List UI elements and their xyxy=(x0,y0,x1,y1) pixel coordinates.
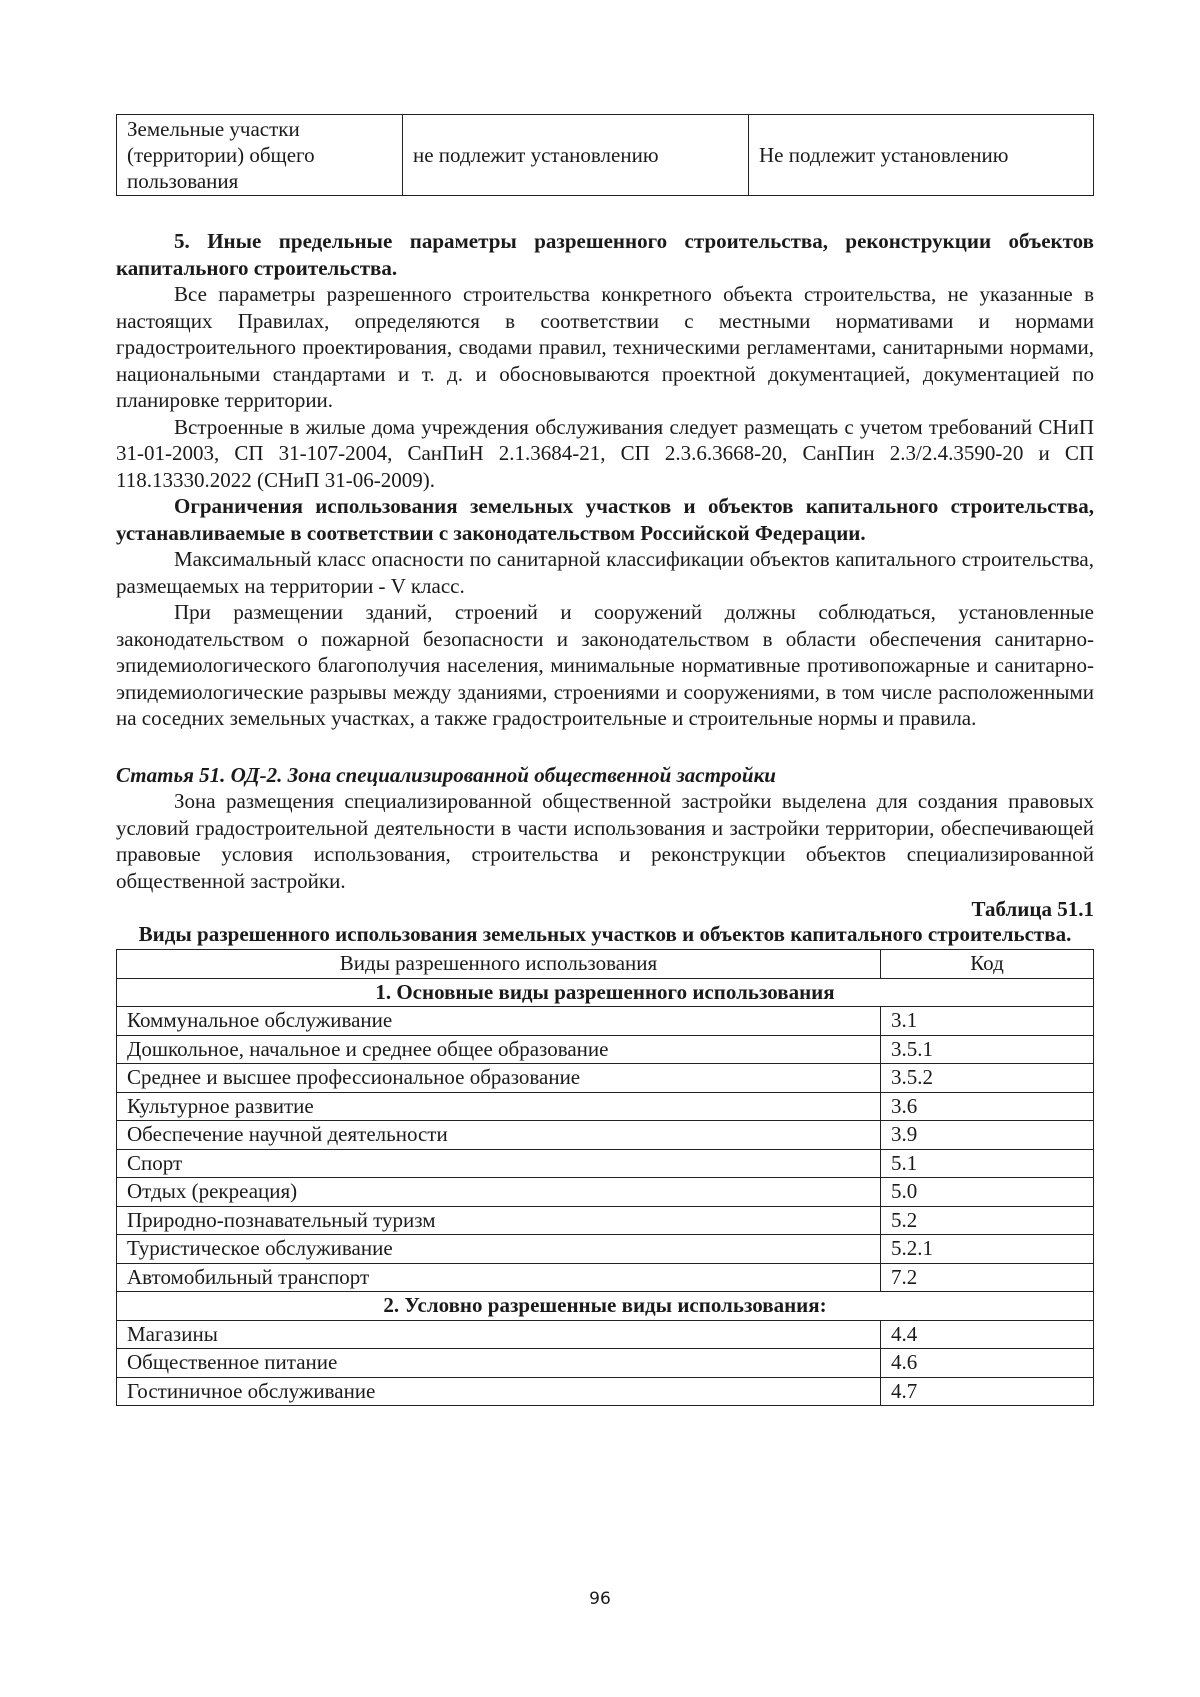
use-code: 5.1 xyxy=(881,1149,1094,1178)
table-row xyxy=(117,1349,1094,1378)
table-row xyxy=(117,1035,1094,1064)
table-row xyxy=(117,1064,1094,1093)
table-header-row xyxy=(117,950,1094,979)
use-name: Спорт xyxy=(117,1149,881,1178)
use-code: 4.6 xyxy=(881,1349,1094,1378)
table-cell: Не подлежит установлению xyxy=(749,115,1094,196)
use-name: Среднее и высшее профессиональное образование xyxy=(117,1064,881,1093)
article-title: Статья 51. ОД-2. Зона специализированной общественной застройки xyxy=(116,762,776,787)
section-heading: 5. Иные предельные параметры разрешенного строительства, реконструкции объектов капитального строительства. xyxy=(116,229,1094,280)
paragraph: Максимальный класс опасности по санитарной классификации объектов капитального строительства, размещаемых на территории - V класс. xyxy=(116,547,1094,598)
section-heading: Ограничения использования земельных участков и объектов капитального строительства, устанавливаемые в соответствии с законодательством Российской Федерации. xyxy=(116,494,1094,545)
table-section-row xyxy=(117,978,1094,1007)
use-name: Природно-познавательный туризм xyxy=(117,1206,881,1235)
use-code: 5.0 xyxy=(881,1178,1094,1207)
use-name: Магазины xyxy=(117,1320,881,1349)
table-row xyxy=(117,1377,1094,1406)
section-title: 1. Основные виды разрешенного использования xyxy=(117,978,1094,1007)
document-page xyxy=(116,114,1094,1406)
paragraph: Зона размещения специализированной общественной застройки выделена для создания правовых условий градостроительной деятельности в части использования и застройки территории, обеспечивающей правовые условия использования, строительства и реконструкции объектов специализированной общественной застройки. xyxy=(116,789,1094,893)
use-code: 3.5.2 xyxy=(881,1064,1094,1093)
column-header: Виды разрешенного использования xyxy=(117,950,881,979)
use-code: 4.7 xyxy=(881,1377,1094,1406)
table-row xyxy=(117,1121,1094,1150)
table-row xyxy=(117,1092,1094,1121)
use-code: 5.2 xyxy=(881,1206,1094,1235)
use-name: Обеспечение научной деятельности xyxy=(117,1121,881,1150)
use-code: 3.5.1 xyxy=(881,1035,1094,1064)
use-code: 7.2 xyxy=(881,1263,1094,1292)
table-row xyxy=(117,1149,1094,1178)
use-name: Отдых (рекреация) xyxy=(117,1178,881,1207)
paragraph: Встроенные в жилые дома учреждения обслуживания следует размещать с учетом требований СНиП 31-01-2003, СП 31-107-2004, СанПиН 2.1.3684-21, СП 2.3.6.3668-20, СанПин 2.3/2.4.3590-20 и СП 118.13330.2022 (СНиП 31-06-2009). xyxy=(116,414,1094,492)
use-code: 5.2.1 xyxy=(881,1235,1094,1264)
use-name: Автомобильный транспорт xyxy=(117,1263,881,1292)
use-code: 3.9 xyxy=(881,1121,1094,1150)
paragraph: Все параметры разрешенного строительства конкретного объекта строительства, не указанные в настоящих Правилах, определяются в соответствии с местными нормативами и нормами градостроительного проектирования, сводами правил, техническими регламентами, санитарными нормами, национальными стандартами и т. д. и обосновываются проектной документацией, документацией по планировке территории. xyxy=(116,282,1094,412)
table-row xyxy=(117,1007,1094,1036)
table-row xyxy=(117,1235,1094,1264)
paragraph: При размещении зданий, строений и сооружений должны соблюдаться, установленные законодательством о пожарной безопасности и законодательством в области обеспечения санитарно-эпидемиологического благополучия населения, минимальные нормативные противопожарные и санитарно-эпидемиологические разрывы между зданиями, строениями и сооружениями, в том числе расположенными на соседних земельных участках, а также градостроительные и строительные нормы и правила. xyxy=(116,600,1094,730)
use-code: 3.6 xyxy=(881,1092,1094,1121)
section-title: 2. Условно разрешенные виды использования: xyxy=(117,1292,1094,1321)
table-cell: не подлежит установлению xyxy=(403,115,749,196)
use-name: Общественное питание xyxy=(117,1349,881,1378)
use-name: Дошкольное, начальное и среднее общее образование xyxy=(117,1035,881,1064)
table-row xyxy=(117,1263,1094,1292)
use-code: 4.4 xyxy=(881,1320,1094,1349)
table-number: Таблица 51.1 xyxy=(971,897,1094,921)
table-row xyxy=(117,1320,1094,1349)
use-code: 3.1 xyxy=(881,1007,1094,1036)
table-row xyxy=(117,1206,1094,1235)
use-name: Туристическое обслуживание xyxy=(117,1235,881,1264)
use-name: Культурное развитие xyxy=(117,1092,881,1121)
table-row xyxy=(117,1178,1094,1207)
column-header: Код xyxy=(881,950,1094,979)
use-name: Коммунальное обслуживание xyxy=(117,1007,881,1036)
table-cell: Земельные участки (территории) общего пользования xyxy=(117,115,403,196)
permitted-use-table xyxy=(116,949,1094,1406)
table-section-row xyxy=(117,1292,1094,1321)
table-title: Виды разрешенного использования земельных участков и объектов капитального строительства. xyxy=(138,922,1072,946)
use-name: Гостиничное обслуживание xyxy=(117,1377,881,1406)
page-number: 96 xyxy=(589,1589,611,1609)
zone-parameters-table xyxy=(116,114,1094,196)
table-row xyxy=(117,115,1094,196)
